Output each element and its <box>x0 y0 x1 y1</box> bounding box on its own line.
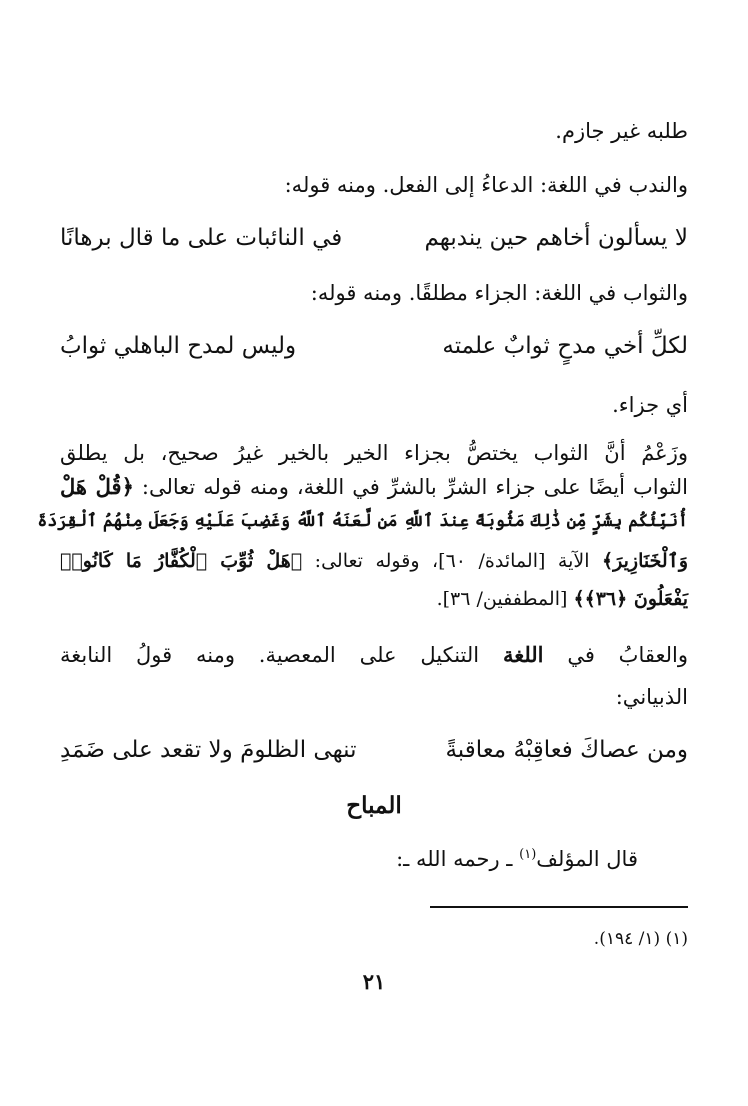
text-line-12 <box>60 840 638 874</box>
text-line-2: والندب في اللغة: الدعاءُ إلى الفعل. ومنه قوله: <box>284 173 688 197</box>
verse-2-first-hemistich: لكلِّ أخي مدحٍ ثوابٌ علمته <box>442 333 688 359</box>
footnote-text: (١/ ١٩٤). <box>593 929 661 949</box>
text-line-10 <box>60 640 688 670</box>
text-line-6 <box>60 472 688 502</box>
section-heading: المباح <box>346 792 402 819</box>
quran-quote-start: ﴿قُلْ هَلْ <box>60 474 134 499</box>
text-line-8 <box>60 546 688 576</box>
quran-line-8-part-c: ﴿هَلْ ثُوِّبَ ٱلْكُفَّارُ مَا كَانُوا۟ <box>60 550 303 572</box>
text-line-9-part-b: [المطففين/ ٣٦]. <box>436 588 568 610</box>
footnote-marker: (١) <box>665 929 688 949</box>
text-line-5: وزَعْمُ أنَّ الثواب يختصُّ بجزاء الخير بالخير غيرُ صحيح، بل يطلق <box>60 441 688 465</box>
text-line-10-part-c: التنكيل على المعصية. ومنه قولُ النابغة <box>60 643 480 667</box>
verse-1-second-hemistich: في النائبات على ما قال برهانًا <box>60 225 343 251</box>
verse-3-first-hemistich: ومن عصاكَ فعاقِبْهُ معاقبةً <box>445 737 688 763</box>
text-line-4: أي جزاء. <box>612 393 688 417</box>
text-line-11: الذبياني: <box>615 685 688 709</box>
quran-line-7: أُنَبِّئُكُم بِشَرٍّ مِّن ذَٰلِكَ مَثُوبَةً عِندَ ٱللَّهِ مَن لَّعَنَهُ ٱللَّهُ وَغَضِبَ عَلَيْهِ وَجَعَلَ مِنْهُمُ ٱلْقِرَدَةَ <box>37 511 688 531</box>
text-line-12-part-b: ـ رحمه الله ـ: <box>396 847 513 871</box>
page-number: ٢١ <box>362 969 386 994</box>
footnote-reference: (١) <box>519 847 537 862</box>
verse-1-first-hemistich: لا يسألون أخاهم حين يندبهم <box>424 225 688 251</box>
text-line-12-part-a: قال المؤلف <box>536 847 638 871</box>
verse-3-second-hemistich: تنهى الظلومَ ولا تقعد على ضَمَدِ <box>60 737 357 763</box>
text-line-1: طلبه غير جازم. <box>555 119 688 143</box>
text-line-6-part-a: الثواب أيضًا على جزاء الشرِّ بالشرِّ في اللغة، ومنه قوله تعالى: <box>141 475 688 499</box>
text-line-10-part-a: والعقابُ في <box>567 643 688 667</box>
quran-line-9-part-a: يَفْعَلُونَ ﴿٣٦﴾﴾ <box>573 588 688 610</box>
verse-2-second-hemistich: وليس لمدح الباهلي ثوابُ <box>60 333 297 359</box>
quran-line-8-part-a: وَٱلْخَنَازِيرَ﴾ <box>602 550 688 572</box>
footnote-separator <box>430 906 688 908</box>
text-line-3: والثواب في اللغة: الجزاء مطلقًا. ومنه قوله: <box>310 281 688 305</box>
text-line-10-bold: اللغة <box>502 642 544 667</box>
footnote <box>594 926 688 952</box>
text-line-9 <box>60 584 688 614</box>
text-line-8-part-b: الآية [المائدة/ ٦٠]، وقوله تعالى: <box>314 550 590 572</box>
